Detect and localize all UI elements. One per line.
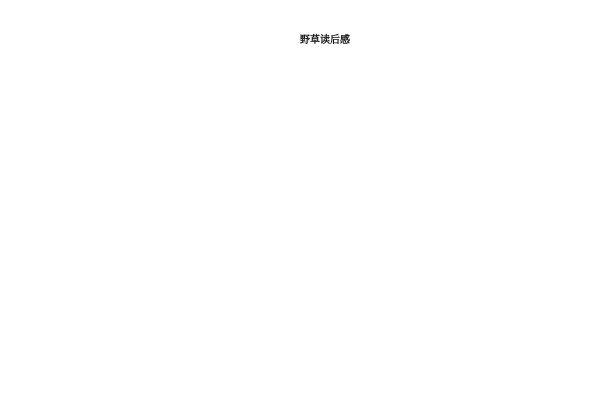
body-paragraph <box>170 161 480 173</box>
body-paragraph <box>170 98 480 110</box>
body-paragraph <box>170 182 480 194</box>
document-title: 野草读后感 <box>300 35 350 46</box>
body-paragraph <box>170 77 480 89</box>
document-body <box>170 56 480 194</box>
body-paragraph <box>170 140 480 152</box>
body-paragraph <box>170 119 480 131</box>
body-paragraph <box>170 56 480 68</box>
